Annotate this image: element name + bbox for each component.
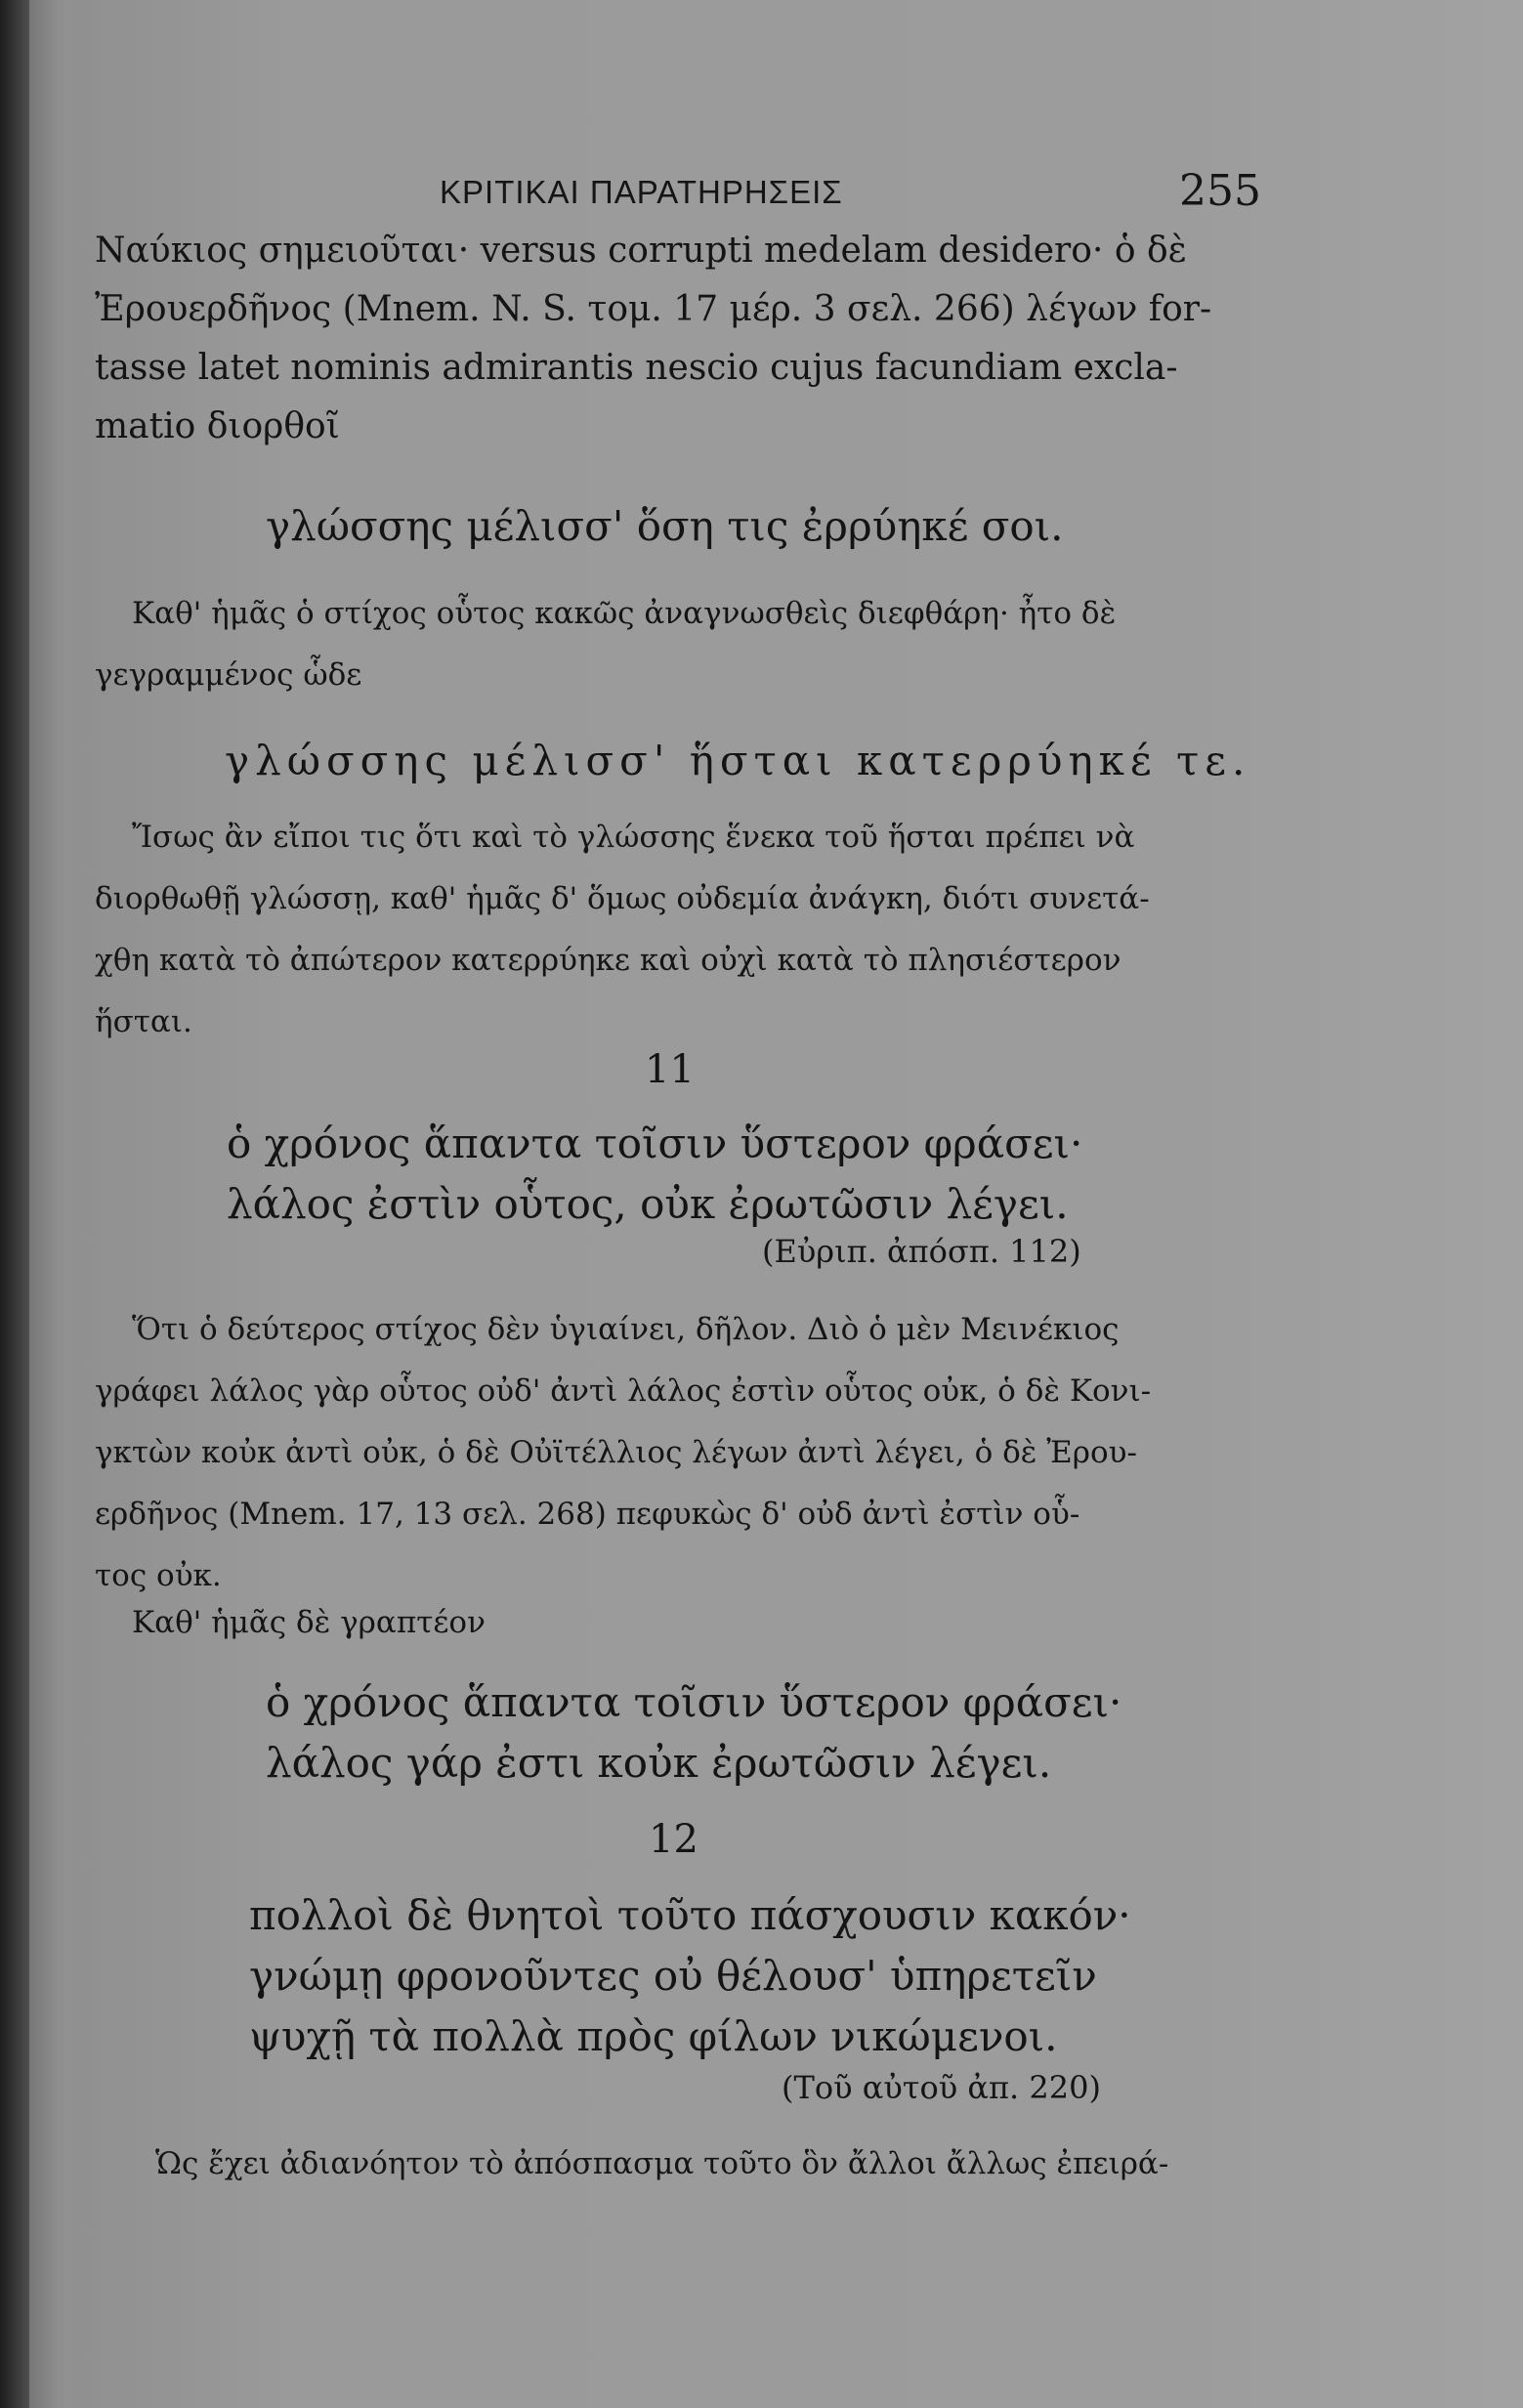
text-line: χθη κατὰ τὸ ἀπώτερον κατερρύηκε καὶ οὐχὶ κατὰ τὸ πλησιέστερον bbox=[95, 943, 1121, 978]
verse-line: ψυχῇ τὰ πολλὰ πρὸς φίλων νικώμενοι. bbox=[249, 2012, 1058, 2060]
text-line: Ὡς ἔχει ἀδιανόητον τὸ ἀπόσπασμα τοῦτο ὃν ἄλλοι ἄλλως ἐπειρά- bbox=[155, 2146, 1169, 2181]
paragraph-1 bbox=[95, 222, 1248, 456]
verse-line: ὁ χρόνος ἅπαντα τοῖσιν ὕστερον φράσει· bbox=[227, 1120, 1083, 1167]
paragraph-4 bbox=[95, 1299, 1248, 1607]
page-number: 255 bbox=[1179, 166, 1261, 216]
paragraph-2 bbox=[95, 583, 1248, 706]
text-line: γεγραμμένος ὧδε bbox=[95, 657, 362, 693]
verse-12 bbox=[249, 1885, 1131, 2067]
citation-12: (Τοῦ αὐτοῦ ἀπ. 220) bbox=[782, 2069, 1101, 2106]
text-line: διορθωθῇ γλώσσῃ, καθ' ἡμᾶς δ' ὅμως οὐδεμία ἀνάγκη, διότι συνετά- bbox=[95, 881, 1150, 916]
paragraph-5 bbox=[95, 1592, 1248, 1654]
paragraph-3 bbox=[95, 807, 1248, 1053]
running-header: ΚΡΙΤΙΚΑΙ ΠΑΡΑΤΗΡΗΣΕΙΣ bbox=[440, 174, 843, 210]
text-line: Ναύκιος σημειοῦται· versus corrupti medelam desidero· ὁ δὲ bbox=[95, 231, 1187, 271]
verse-line: γνώμῃ φρονοῦντες οὐ θέλουσ' ὑπηρετεῖν bbox=[249, 1952, 1097, 2000]
verse-line: λάλος ἐστὶν οὗτος, οὐκ ἐρωτῶσιν λέγει. bbox=[227, 1180, 1069, 1228]
verse-line: λάλος γάρ ἐστι κοὐκ ἐρωτῶσιν λέγει. bbox=[266, 1739, 1052, 1787]
text-line: matio διορθοῖ bbox=[95, 406, 340, 446]
text-line: τος οὐκ. bbox=[95, 1558, 222, 1593]
text-line: Ὅτι ὁ δεύτερος στίχος δὲν ὑγιαίνει, δῆλον. Διὸ ὁ μὲν Μεινέκιος bbox=[132, 1312, 1120, 1347]
citation-11: (Εὐριπ. ἀπόσπ. 112) bbox=[762, 1233, 1081, 1270]
text-line: ἥσται. bbox=[95, 1004, 192, 1039]
text-line: γκτὼν κοὐκ ἀντὶ οὐκ, ὁ δὲ Οὐϊτέλλιος λέγων ἀντὶ λέγει, ὁ δὲ Ἐρου- bbox=[95, 1435, 1137, 1470]
verse-line: ὁ χρόνος ἅπαντα τοῖσιν ὕστερον φράσει· bbox=[266, 1678, 1122, 1726]
section-number-12: 12 bbox=[649, 1817, 698, 1862]
verse-11 bbox=[227, 1114, 1082, 1235]
section-number-11: 11 bbox=[645, 1047, 695, 1092]
verse-1: γλώσσης μέλισσ' ὅση τις ἐρρύηκέ σοι. bbox=[266, 502, 1064, 550]
text-line: Ἴσως ἂν εἴποι τις ὅτι καὶ τὸ γλώσσης ἕνεκα τοῦ ἥσται πρέπει νὰ bbox=[132, 820, 1135, 855]
paragraph-6 bbox=[95, 2133, 1248, 2195]
text-line: ερδῆνος (Mnem. 17, 13 σελ. 268) πεφυκὼς δ' οὐδ ἀντὶ ἐστὶν οὗ- bbox=[95, 1497, 1080, 1532]
text-line: Ἐρουερδῆνος (Mnem. N. S. τομ. 17 μέρ. 3 σελ. 266) λέγων for- bbox=[95, 289, 1212, 329]
text-line: γράφει λάλος γὰρ οὗτος οὐδ' ἀντὶ λάλος ἐστὶν οὗτος οὐκ, ὁ δὲ Κονι- bbox=[95, 1373, 1152, 1409]
verse-2: γλώσσης μέλισσ' ἥσται κατερρύηκέ τε. bbox=[225, 737, 1251, 784]
text-line: tasse latet nominis admirantis nescio cujus facundiam excla- bbox=[95, 348, 1178, 388]
book-spine-shadow bbox=[0, 0, 29, 2408]
text-line: Καθ' ἡμᾶς δὲ γραπτέον bbox=[132, 1605, 486, 1640]
text-line: Καθ' ἡμᾶς ὁ στίχος οὗτος κακῶς ἀναγνωσθεὶς διεφθάρη· ἦτο δὲ bbox=[132, 596, 1117, 631]
verse-3 bbox=[266, 1672, 1121, 1794]
verse-line: πολλοὶ δὲ θνητοὶ τοῦτο πάσχουσιν κακόν· bbox=[249, 1891, 1131, 1939]
